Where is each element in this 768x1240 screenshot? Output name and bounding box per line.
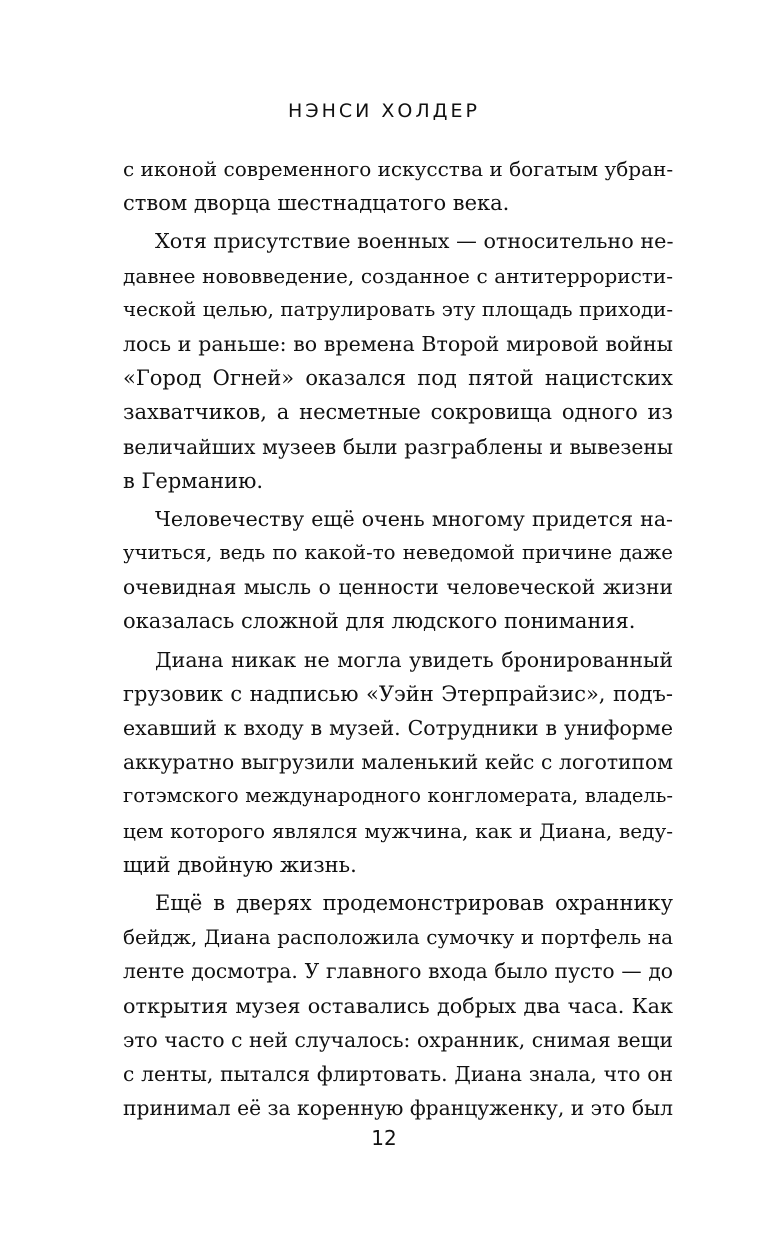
text-line: Ещё в дверях продемонстрировав охраннику (155, 890, 673, 915)
text-line: давнее нововведение, созданное с антитеррористи- (123, 263, 673, 288)
text-line: открытия музея оставались добрых два часа. Как (123, 993, 673, 1018)
paragraph (123, 224, 673, 498)
running-header: НЭНСИ ХОЛДЕР (288, 100, 480, 122)
text-line: ленте досмотра. У главного входа было пусто — до (123, 959, 673, 984)
text-line: щий двойную жизнь. (123, 852, 357, 877)
text-line: Хотя присутствие военных — относительно не- (155, 229, 674, 254)
text-line: цем которого являлся мужчина, как и Диана, веду- (123, 818, 673, 843)
text-line: очевидная мысль о ценности человеческой жизни (123, 575, 673, 600)
paragraph (123, 886, 673, 1125)
paragraph (123, 502, 673, 639)
text-line: с ленты, пытался флиртовать. Диана знала, что он (123, 1061, 673, 1086)
text-line: «Город Огней» оказался под пятой нацистских (123, 366, 673, 391)
text-line: ехавший к входу в музей. Сотрудники в униформе (123, 716, 673, 740)
text-line: учиться, ведь по какой-то неведомой причине даже (123, 541, 673, 565)
text-line: это часто с ней случалось: охранник, снимая вещи (123, 1027, 673, 1052)
text-line: ством дворца шестнадцатого века. (123, 191, 510, 216)
text-line: Человечеству ещё очень многому придется на- (155, 506, 673, 531)
paragraph (123, 152, 673, 220)
text-line: Диана никак не могла увидеть бронированный (155, 647, 673, 672)
text-line: бейдж, Диана расположила сумочку и портфель на (123, 925, 673, 950)
paragraph (123, 643, 673, 882)
text-line: грузовик с надписью «Уэйн Этерпрайзис», подъ- (123, 681, 673, 706)
text-line: принимал её за коренную француженку, и это был (123, 1096, 673, 1121)
text-line: захватчиков, а несметные сокровища одного из (123, 400, 673, 425)
text-line: ческой целью, патрулировать эту площадь приходи- (123, 297, 673, 321)
text-line: аккуратно выгрузили маленький кейс с логотипом (123, 750, 673, 775)
text-line: готэмского международного конгломерата, владель- (123, 784, 673, 808)
page-body-text (123, 152, 673, 1125)
text-line: величайших музеев были разграблены и вывезены (123, 434, 673, 459)
text-line: лось и раньше: во времена Второй мировой войны (123, 331, 673, 356)
text-line: с иконой современного искусства и богатым убран- (123, 157, 674, 181)
page-number: 12 (371, 1126, 397, 1150)
text-line: в Германию. (123, 468, 264, 493)
text-line: оказалась сложной для людского понимания. (123, 609, 636, 634)
